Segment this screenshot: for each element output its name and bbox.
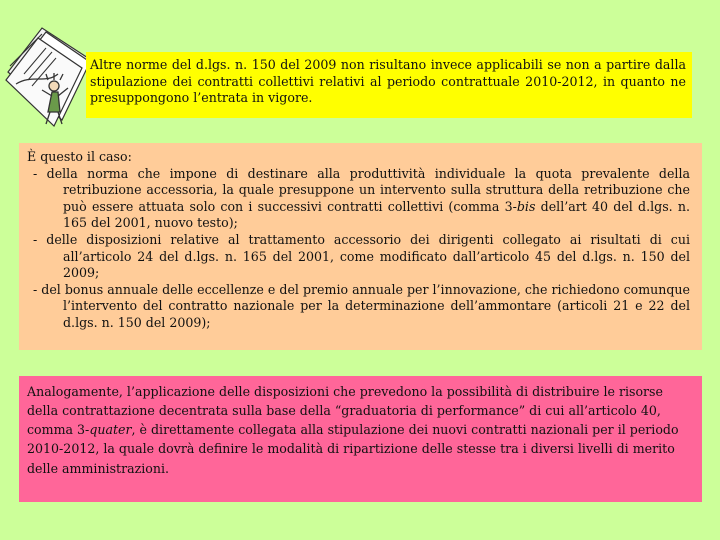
list-item: - della norma che impone di destinare alla produttività individuale la quota prevalente della retribuzione accessoria, la quale presuppone un intervento sulla struttura della retribuzione che può essere attuata solo con i successivi contratti collettivi (comma 3-bis dell’art 40 del d.lgs. n. 165 del 2001, nuovo testo); [33, 165, 691, 231]
peach-case-box [19, 143, 702, 350]
yellow-note-text: Altre norme del d.lgs. n. 150 del 2009 non risultano invece applicabili se non a partire dalla stipulazione dei contratti collettivi relativi al periodo contrattuale 2010-2012, in quanto ne presuppongono l’entrata in vigore. [90, 57, 686, 106]
papers-clipart-icon [2, 14, 94, 134]
list-item: - del bonus annuale delle eccellenze e del premio annuale per l’innovazione, che richiedono comunque l’intervento del contratto nazionale per la determinazione dell’ammontare (articoli 21 e 22 del d.lgs. n. 150 del 2009); [33, 281, 690, 331]
case-list [27, 166, 690, 332]
pink-text: Analogamente, l’applicazione delle disposizioni che prevedono la possibilità di distribuire le risorse della contrattazione decentrata sulla base della “graduatoria di performance” di cui all’articolo 40, comma 3-quater, è direttamente collegata alla stipulazione dei nuovi contratti nazionali per il periodo 2010-2012, la quale dovrà definire le modalità di ripartizione delle stesse tra i diversi livelli di merito delle amministrazioni. [27, 384, 679, 476]
pink-paragraph-box [19, 376, 702, 502]
yellow-note-box [86, 52, 692, 118]
peach-intro: È questo il caso: [27, 149, 132, 164]
list-item: - delle disposizioni relative al trattamento accessorio dei dirigenti collegato ai risultati di cui all’articolo 24 del d.lgs. n. 165 del 2001, come modificato dall’articolo 45 del d.lgs. n. 150 del 2009; [33, 232, 690, 281]
